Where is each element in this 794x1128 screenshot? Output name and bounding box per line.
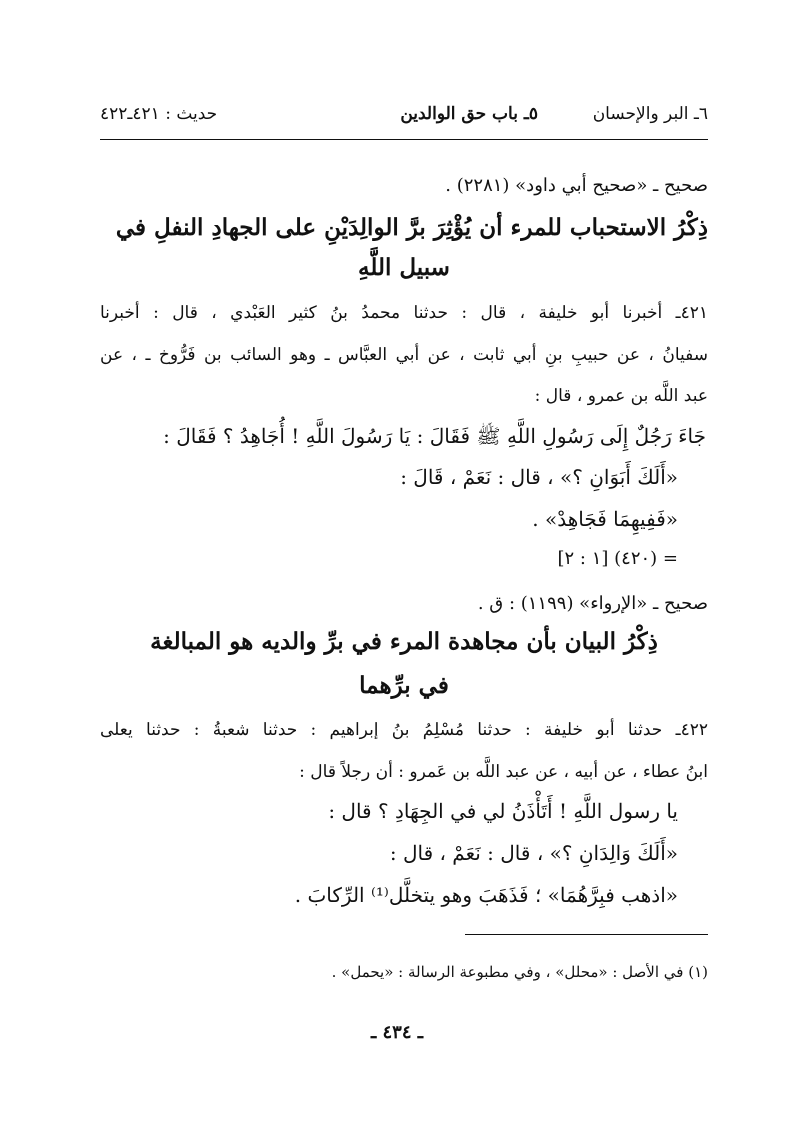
matn-line: «أَلَكَ وَالِدَانِ ؟» ، قال : نَعَمْ ، قال : bbox=[389, 841, 678, 865]
grade-line: صحيح ـ «الإرواء» (١١٩٩) : ق . bbox=[477, 593, 708, 614]
header-divider bbox=[100, 139, 708, 140]
matn-line: جَاءَ رَجُلٌ إِلَى رَسُولِ اللَّهِ ﷺ فَقَالَ : يَا رَسُولَ اللَّهِ ! أُجَاهِدُ ؟ فَقَالَ : bbox=[163, 424, 706, 448]
footnote-divider bbox=[465, 934, 708, 935]
matn-line: «اذهب فبِرَّهُمَا» ؛ فَذَهَبَ وهو يتخلَّل⁽¹⁾ الرِّكابَ . bbox=[294, 883, 678, 907]
section-heading-continued: في برِّهما bbox=[359, 672, 449, 699]
isnad-line: ٤٢١ـ أخبرنا أبو خليفة ، قال : حدثنا محمدُ بنُ كثير العَبْدي ، قال : أخبرنا bbox=[100, 303, 708, 323]
matn-line: «فَفِيهِمَا فَجَاهِدْ» . bbox=[532, 507, 678, 531]
section-heading-continued: سبيل اللَّهِ bbox=[358, 254, 450, 281]
page-number: ـ ٤٣٤ ـ bbox=[370, 1022, 424, 1043]
section-heading: ذِكْرُ البيان بأن مجاهدة المرء في برِّ والديه هو المبالغة bbox=[150, 628, 658, 655]
header-chapter-title: ٥ـ باب حق الوالدين bbox=[400, 104, 538, 124]
section-heading: ذِكْرُ الاستحباب للمرء أن يُؤْثِرَ برَّ الوالِدَيْنِ على الجهادِ النفلِ في bbox=[115, 214, 708, 241]
header-hadith-range: حديث : ٤٢١ـ٤٢٢ bbox=[100, 104, 218, 124]
isnad-line: ٤٢٢ـ حدثنا أبو خليفة : حدثنا مُسْلِمُ بنُ إبراهيم : حدثنا شعبةُ : حدثنا يعلى bbox=[100, 720, 708, 740]
grade-line: صحيح ـ «صحيح أبي داود» (٢٢٨١) . bbox=[445, 175, 708, 196]
isnad-line: ابنُ عطاء ، عن أبيه ، عن عبد اللَّه بن عَمرو : أن رجلاً قال : bbox=[299, 762, 708, 782]
isnad-line: سفيانُ ، عن حبيبِ بنِ أبي ثابت ، عن أبي العبَّاس ـ وهو السائب بن فَرُّوخ ـ ، عن bbox=[100, 345, 708, 365]
footnote: (١) في الأصل : «محلل» ، وفي مطبوعة الرسالة : «يحمل» . bbox=[331, 963, 708, 981]
header-book-title: ٦ـ البر والإحسان bbox=[592, 104, 708, 124]
matn-line: «أَلَكَ أَبَوَانِ ؟» ، قال : نَعَمْ ، قَالَ : bbox=[400, 465, 678, 489]
matn-line: يا رسول اللَّهِ ! أَتَأْذَنُ لي في الجِهَادِ ؟ قال : bbox=[328, 799, 678, 823]
isnad-line: عبد اللَّه بن عمرو ، قال : bbox=[534, 386, 708, 406]
running-header bbox=[100, 104, 708, 134]
cross-reference: = (٤٢٠) [١ : ٢] bbox=[557, 548, 678, 569]
